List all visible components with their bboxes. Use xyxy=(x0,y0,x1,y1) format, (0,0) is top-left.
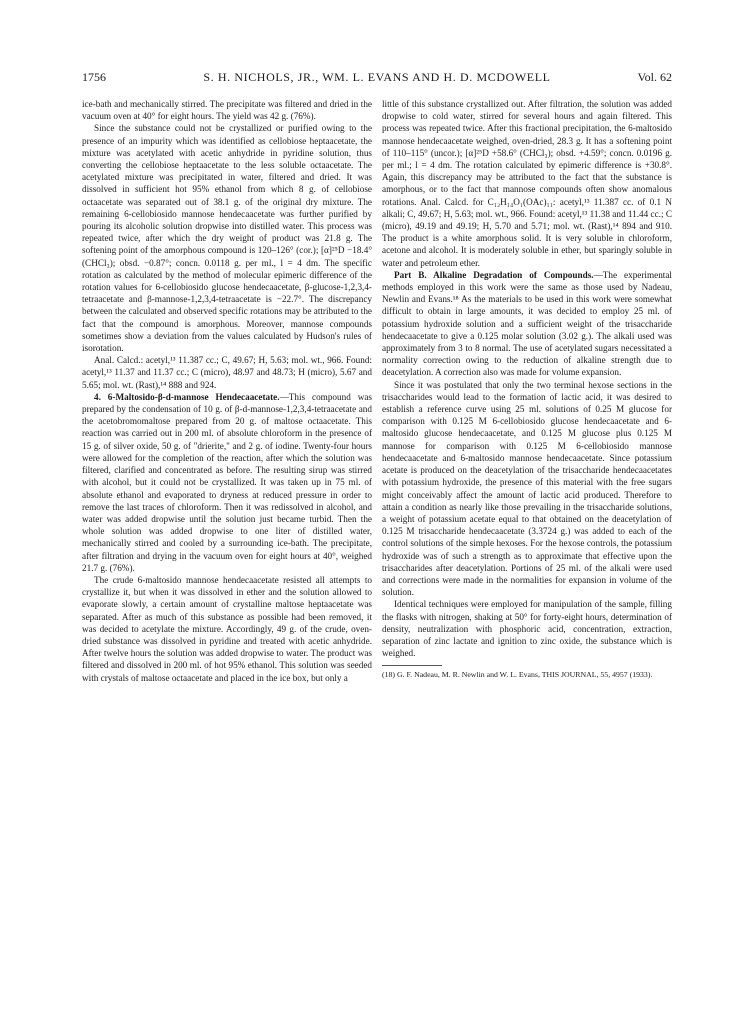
section-heading: 4. 6-Maltosido-β-d-mannose Hendecaacetate. xyxy=(94,391,280,402)
section-body: —This compound was prepared by the condensation of 10 g. of β-d-mannose-1,2,3,4-tetraacetate and the acetobromomaltose prepared from 20 g. of maltose octaacetate. This reaction was carried out in 200 ml. of absolute chloroform in the presence of 15 g. of silver oxide, 50 g. of "drierite," and 2 g. of iodine. Twenty-four hours were allowed for the completion of the reaction, after which the solution was filtered, clarified and concentrated as before. The resulting sirup was stirred with alcohol, but it could not be crystallized. It was taken up in 75 ml. of absolute ethanol and evaporated to dryness at reduced pressure in order to remove the last traces of chloroform. Then it was redissolved in alcohol, and water was added dropwise until the solution just became turbid. Then the whole solution was added dropwise to one liter of distilled water, mechanically stirred and cooled by a surrounding ice-bath. The precipitate, after filtration and drying in the vacuum oven for eight hours at 40°, weighed 21.7 g. (76%). xyxy=(82,391,372,573)
paragraph: Since it was postulated that only the two terminal hexose sections in the trisaccharides would lead to the formation of lactic acid, it was desired to establish a reference curve using 25 ml. solutions of 0.25 M glucose for comparison with 0.125 M 6-cellobiosido glucose hendecaacetate and 6-maltosido glucose hendecaacetate, and 0.125 M glucose plus 0.125 M mannose for comparison with 0.125 M 6-cellobiosido mannose hendecaacetate and 6-maltosido mannose hendecaacetate. Since potassium acetate is produced on the deacetylation of the trisaccharide hendecaacetates with potassium hydroxide, the presence of this material with the free sugars might conceivably affect the amount of lactic acid produced. Therefore to attain a condition as nearly like those prevailing in the trisaccharide solutions, a weight of potassium acetate equal to that obtained on the deacetylation of 0.125 M trisaccharide hendecaacetate (3.3724 g.) was added to each of the control solutions of the simple hexoses. For the hexose controls, the potassium hydroxide was of such a strength as to approximate that effective upon the trisaccharides after deacetylation. Portions of 25 ml. of the alkali were used and corrections were made in the normalities for expansion in volume of the solution. xyxy=(382,379,672,598)
section-heading: Part B. Alkaline Degradation of Compounds. xyxy=(394,269,594,280)
analysis-paragraph: Anal. Calcd.: acetyl,¹³ 11.387 cc.; C, 49.67; H, 5.63; mol. wt., 966. Found: acetyl,¹³ 11.37 and 11.37 cc.; C (micro), 48.97 and 48.73; H (micro), 5.67 and 5.65; mol. wt. (Rast),¹⁴ 888 and 924. xyxy=(82,355,372,390)
paragraph: Identical techniques were employed for manipulation of the sample, filling the flasks with nitrogen, shaking at 50° for forty-eight hours, determination of density, neutralization with phosphoric acid, concentration, extraction, separation of zinc lactate and ignition to zinc oxide, the substance which is weighed. xyxy=(382,599,672,659)
paragraph: little of this substance crystallized out. After filtration, the solution was added dropwise to cold water, stirred for several hours and again filtered. This process was repeated twice. After this fractional precipitation, the 6-maltosido mannose hendecaacetate weighed, oven-dried, 28.3 g. It has a softening point of 110–115° (uncor.); [α]²⁵D +58.6° (CHCl₃); obsd. +4.59°; concn. 0.0196 g. per ml.; l = 4 dm. The rotation calculated by epimeric difference is +30.8°. Again, this discrepancy may be attributed to the fact that the substance is amorphous, or to the fact that mannose compounds often show anomalous rotations. Anal. Calcd. for C₁₂H₁₄O₁(OAc)₁₁: acetyl,¹³ 11.387 cc. of 0.1 N alkali; C, 49.67; H, 5.63; mol. wt., 966. Found: acetyl,¹³ 11.38 and 11.44 cc.; C (micro), 49.19 and 49.19; H, 5.70 and 5.71; mol. wt. (Rast),¹⁴ 894 and 910. The product is a white amorphous solid. It is very soluble in chloroform, acetone and alcohol. It is moderately soluble in ether, but sparingly soluble in water and petroleum ether. xyxy=(382,99,672,268)
page-header xyxy=(82,70,672,90)
footnote: (18) G. F. Nadeau, M. R. Newlin and W. L. Evans, THIS JOURNAL, 55, 4957 (1933). xyxy=(382,670,653,680)
section-paragraph xyxy=(82,391,372,574)
footnote-rule xyxy=(382,665,442,666)
right-column xyxy=(382,98,672,680)
page-number: 1756 xyxy=(82,70,106,84)
section-paragraph xyxy=(382,269,672,379)
paragraph: Since the substance could not be crystallized or purified owing to the presence of an impurity which was identified as cellobiose heptaacetate, the mixture was acetylated with acetic anhydride in pyridine solution, thus converting the cellobiose heptaacetate to the less soluble octaacetate. The acetylated mixture was precipitated in water, filtered and dried. It was dissolved in sufficient hot 95% ethanol from which 8 g. of cellobiose octaacetate was separated out of 38.1 g. of the original dry mixture. The remaining 6-cellobiosido mannose hendecaacetate was further purified by pouring its alcoholic solution dropwise into distilled water. This process was repeated twice, after which the dry weight of product was 21.8 g. The softening point of the amorphous compound is 120–126° (cor.); [α]²⁵D −18.4° (CHCl₃); obsd. −0.87°; concn. 0.0118 g. per ml., l = 4 dm. The specific rotation as calculated by the method of molecular epimeric difference of the rotation values for 6-cellobiosido glucose hendecaacetate, β-glucose-1,2,3,4-tetraacetate and β-mannose-1,2,3,4-tetraacetate is −22.7°. The discrepancy between the calculated and observed specific rotations may be attributed to the fact that the compound is amorphous. Moreover, mannose compounds sometimes show a deviation from the values calculated by Hudson's rules of isorotation. xyxy=(82,123,372,354)
paragraph: ice-bath and mechanically stirred. The precipitate was filtered and dried in the vacuum oven at 40° for eight hours. The yield was 42 g. (76%). xyxy=(82,99,372,122)
left-column xyxy=(82,98,372,684)
volume-label: Vol. 62 xyxy=(637,70,672,84)
section-body: —The experimental methods employed in this work were the same as those used by Nadeau, Newlin and Evans.¹⁸ As the materials to be used in this work were somewhat difficult to obtain in large amounts, it was decided to employ 25 ml. of potassium hydroxide solution and a sufficient weight of the trisaccharide hendecaacetate to give a 0.125 molar solution (3.02 g.). The alkali used was approximately from 3 to 8 normal. The use of acetylated sugars necessitated a normality correction owing to the reduction of alkaline strength due to deacetylation. A correction also was made for volume expansion. xyxy=(382,269,672,378)
running-title: S. H. NICHOLS, JR., WM. L. EVANS AND H. D. MCDOWELL xyxy=(203,70,551,84)
paragraph: The crude 6-maltosido mannose hendecaacetate resisted all attempts to crystallize it, but when it was dissolved in ether and the solution allowed to evaporate slowly, a certain amount of crystalline maltose heptaacetate was separated. After as much of this substance as possible had been removed, it was decided to acetylate the mixture. Accordingly, 49 g. of the crude, oven-dried substance was dissolved in pyridine and treated with acetic anhydride. After twelve hours the solution was added dropwise to water. The product was filtered and dissolved in 200 ml. of hot 95% ethanol. This solution was seeded with crystals of maltose octaacetate and placed in the ice box, but only a xyxy=(82,574,372,683)
